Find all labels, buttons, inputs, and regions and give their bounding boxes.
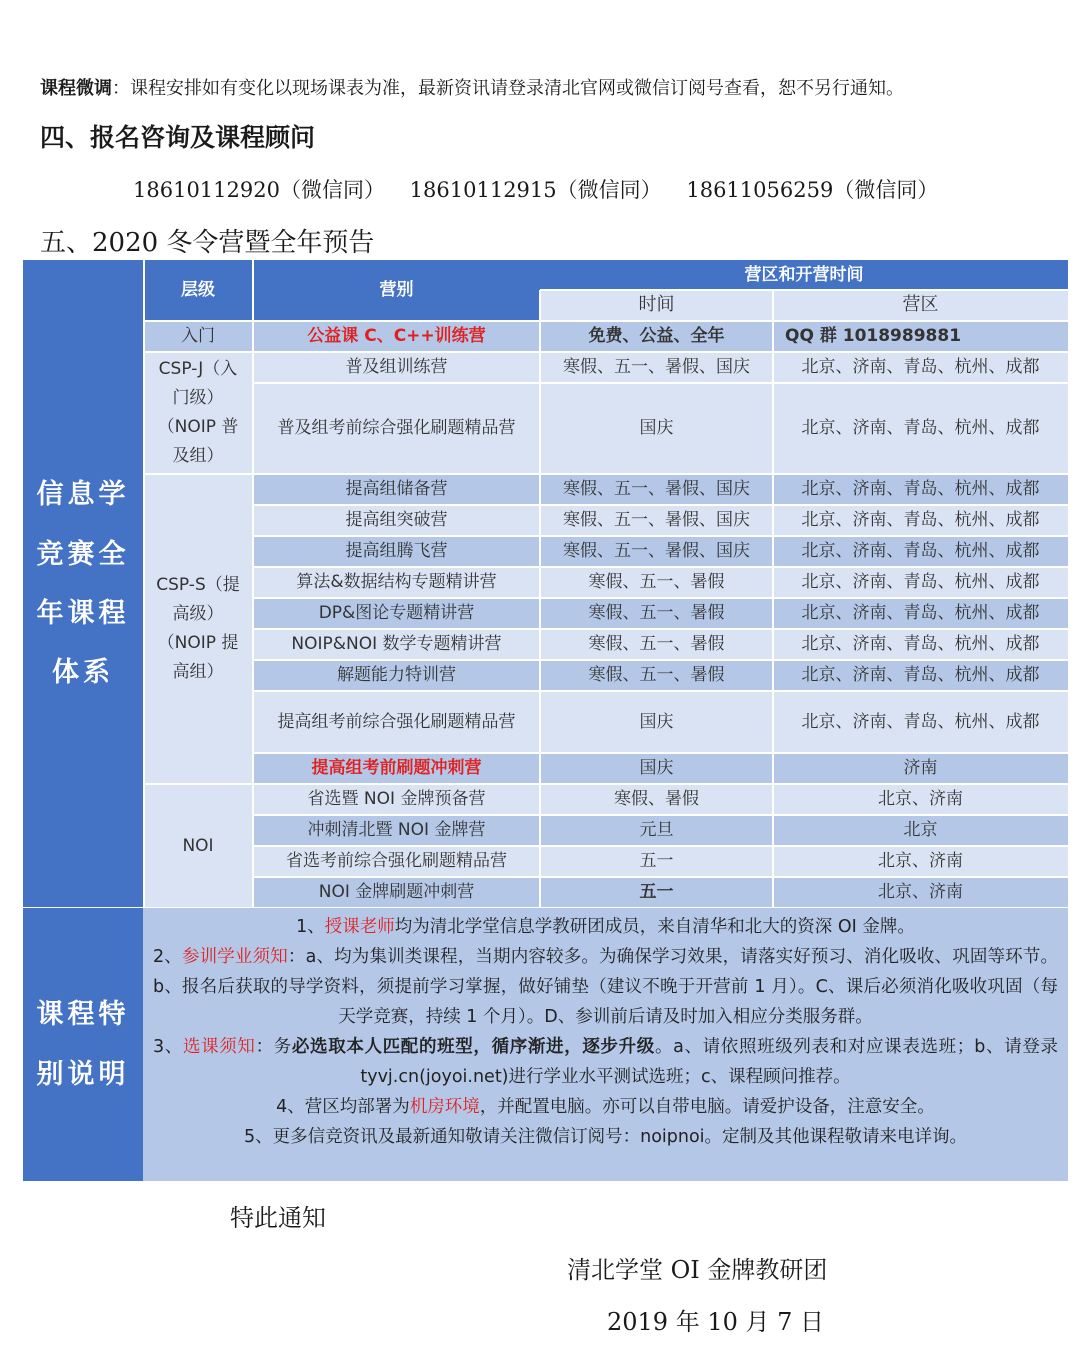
time-cell: 寒假、五一、暑假、国庆 [540,536,773,567]
header-time: 时间 [540,290,773,321]
area-cell: 北京、济南、青岛、杭州、成都 [773,383,1068,474]
header-camp-area-time: 营区和开营时间 [540,260,1068,290]
time-cell: 元旦 [540,815,773,846]
area-cell: 北京、济南、青岛、杭州、成都 [773,629,1068,660]
area-cell: QQ 群 1018989881 [773,321,1068,352]
area-cell: 北京、济南 [773,784,1068,815]
adjustment-notice [40,74,904,100]
side-title-line: 信息学 [36,479,130,511]
signature-org: 清北学堂 OI 金牌教研团 [567,1256,828,1284]
area-cell: 北京、济南、青岛、杭州、成都 [773,536,1068,567]
area-cell: 北京 [773,815,1068,846]
area-cell: 北京、济南、青岛、杭州、成都 [773,352,1068,383]
time-cell: 免费、公益、全年 [540,321,773,352]
area-cell: 北京、济南 [773,846,1068,877]
side-title-line: 竞赛全 [36,538,130,570]
area-cell: 北京、济南、青岛、杭州、成都 [773,505,1068,536]
camp-cell: 省选考前综合强化刷题精品营 [253,846,540,877]
camp-cell: 提高组突破营 [253,505,540,536]
time-cell: 国庆 [540,383,773,474]
area-cell: 北京、济南、青岛、杭州、成都 [773,567,1068,598]
notes-title-line: 课程特 [36,999,130,1031]
camp-cell: 解题能力特训营 [253,660,540,691]
time-cell: 五一 [540,846,773,877]
time-cell: 寒假、五一、暑假 [540,567,773,598]
level-csp-j-line: （NOIP 普 [157,417,239,437]
camp-cell: 冲刺清北暨 NOI 金牌营 [253,815,540,846]
level-entry: 入门 [143,321,253,352]
time-cell: 五一 [540,877,773,908]
header-area: 营区 [773,290,1068,321]
level-csp-s-line: （NOIP 提 [157,633,239,653]
time-cell: 寒假、五一、暑假 [540,629,773,660]
notice-text: ：课程安排如有变化以现场课表为准，最新资讯请登录清北官网或微信订阅号查看，恕不另行通知。 [112,78,904,99]
course-system-title [23,260,143,908]
phone-2[interactable]: 18610112915（微信同） [409,178,662,202]
phone-3: 18611056259（微信同） [686,178,939,202]
camp-cell: 提高组储备营 [253,474,540,505]
camp-cell: 提高组考前刷题冲刺营 [253,753,540,784]
notice-label: 课程微调 [40,78,112,99]
area-cell: 济南 [773,753,1068,784]
area-cell: 北京、济南、青岛、杭州、成都 [773,474,1068,505]
camp-cell: 公益课 C、C++训练营 [253,321,540,352]
level-csp-s [143,474,253,784]
time-cell: 寒假、五一、暑假、国庆 [540,352,773,383]
camp-cell: 提高组考前综合强化刷题精品营 [253,691,540,753]
area-cell: 北京、济南 [773,877,1068,908]
level-csp-j-line: 及组） [172,445,224,466]
area-cell: 北京、济南、青岛、杭州、成都 [773,660,1068,691]
time-cell: 寒假、暑假 [540,784,773,815]
phone-1[interactable]: 18610112920（微信同） [133,178,385,202]
header-camp: 营别 [253,260,540,321]
phone-list [133,174,956,204]
camp-cell: 提高组腾飞营 [253,536,540,567]
signature-date: 2019 年 10 月 7 日 [607,1308,825,1336]
notes-title-line: 别说明 [36,1058,130,1090]
level-noi: NOI [143,784,253,908]
note-5: 5、更多信竞资讯及最新通知敬请关注微信订阅号：noipnoi。定制及其他课程敬请来电详询。 [243,1127,968,1147]
note-1: 1、授课老师均为清北学堂信息学教研团成员，来自清华和北大的资深 OI 金牌。 [296,917,915,937]
side-title-line: 年课程 [36,598,130,629]
header-level: 层级 [143,260,253,321]
time-cell: 寒假、五一、暑假 [540,598,773,629]
time-cell: 国庆 [540,691,773,753]
time-cell: 寒假、五一、暑假、国庆 [540,474,773,505]
note-2: 2、参训学业须知：a、均为集训类课程，当期内容较多。为确保学习效果，请落实好预习、消化吸收、巩固等环节。b、报名后获取的导学资料，须提前学习掌握，做好铺垫（建议不晚于开营前 1 月）。C、课后必须消化吸收巩固（每天学竞赛，持续 1 个月）。D、参训前后请及时加入相应分类服务群。 [153,947,1058,1027]
special-notes-title [23,908,143,1181]
camp-cell: 普及组考前综合强化刷题精品营 [253,383,540,474]
camp-cell: NOI 金牌刷题冲刺营 [253,877,540,908]
level-csp-j-line: 门级） [172,388,224,409]
camp-cell: 算法&数据结构专题精讲营 [253,567,540,598]
time-cell: 国庆 [540,753,773,784]
level-csp-s-line: 高组） [172,661,224,682]
note-3: 3、选课须知：务必选取本人匹配的班型，循序渐进，逐步升级。a、请依照班级列表和对应课表选班；b、请登录 tyvj.cn(joyoi.net)进行学业水平测试选班；c、课程顾问推荐。 [153,1037,1059,1087]
camp-cell: DP&图论专题精讲营 [253,598,540,629]
side-title-line: 体系 [52,657,114,689]
section4-title: 四、报名咨询及课程顾问 [40,123,316,152]
camp-cell: 普及组训练营 [253,352,540,383]
level-csp-s-line: CSP-S（提 [156,575,240,596]
level-csp-j-line: CSP-J（入 [158,359,238,380]
time-cell: 寒假、五一、暑假 [540,660,773,691]
section5-title: 五、2020 冬令营暨全年预告 [40,228,375,258]
note-4: 4、营区均部署为机房环境，并配置电脑。亦可以自带电脑。请爱护设备，注意安全。 [276,1097,935,1117]
signature-notice: 特此通知 [230,1204,326,1232]
special-notes [143,908,1068,1181]
area-cell: 北京、济南、青岛、杭州、成都 [773,598,1068,629]
time-cell: 寒假、五一、暑假、国庆 [540,505,773,536]
area-cell: 北京、济南、青岛、杭州、成都 [773,691,1068,753]
course-table [23,260,1068,1181]
level-csp-j [143,352,253,474]
camp-cell: 省选暨 NOI 金牌预备营 [253,784,540,815]
camp-cell: NOIP&NOI 数学专题精讲营 [253,629,540,660]
level-csp-s-line: 高级） [172,604,224,625]
